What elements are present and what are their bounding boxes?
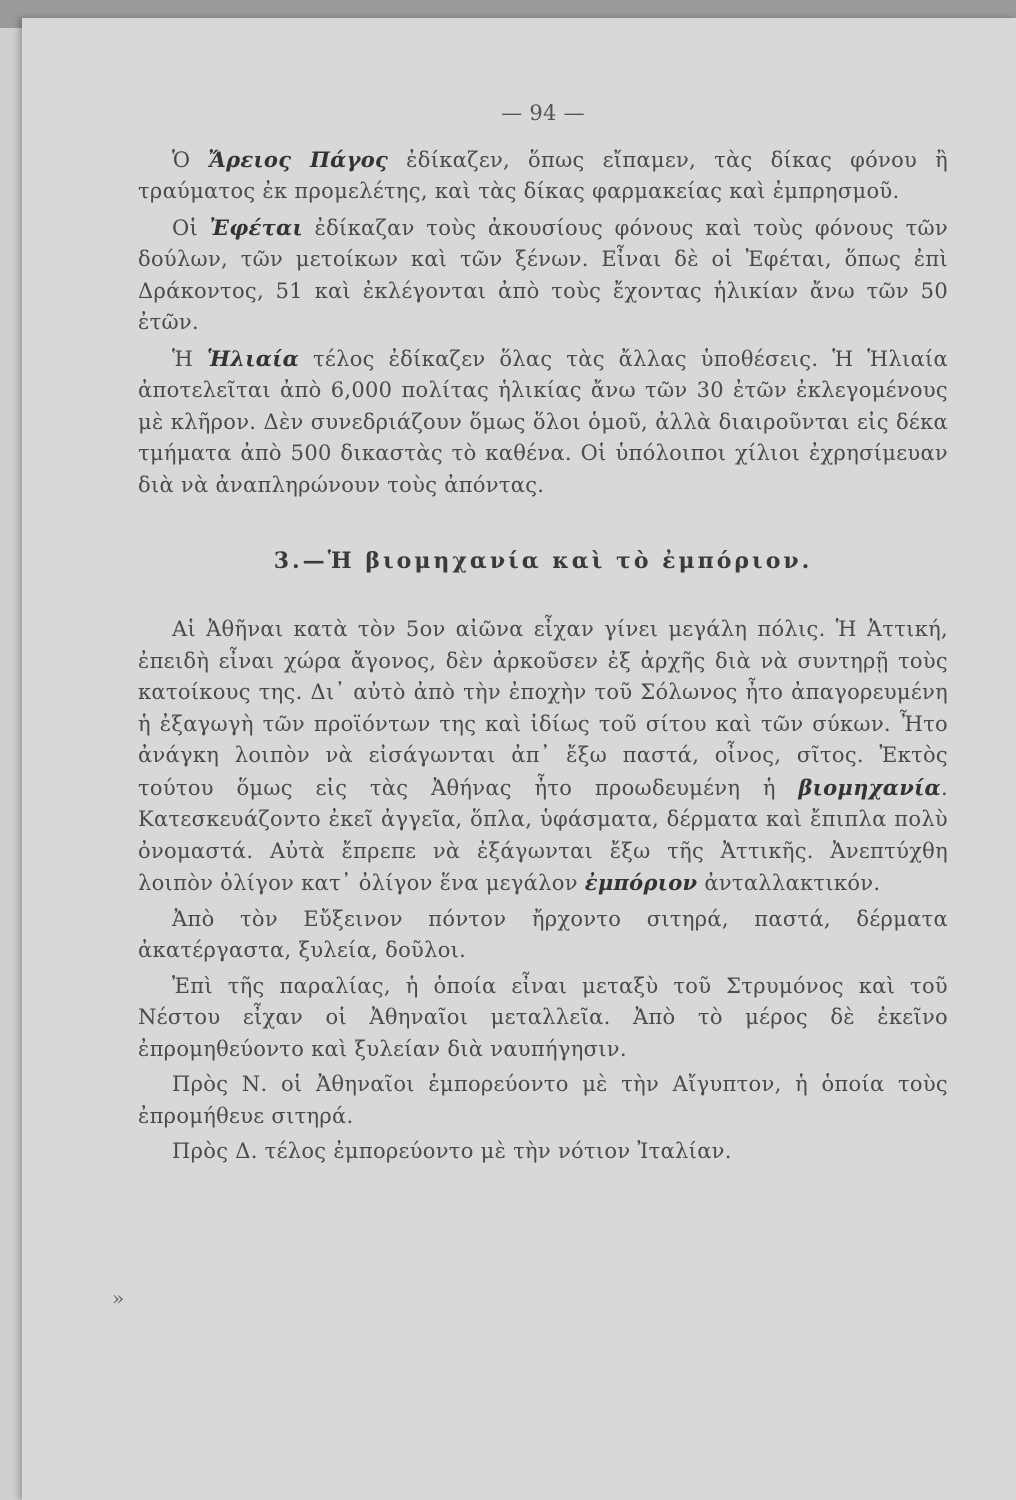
section-heading: 3.—Ἡ βιομηχανία καὶ τὸ ἐμπόριον. bbox=[273, 548, 813, 574]
book-page bbox=[22, 18, 1016, 1500]
term-industry: βιομηχανία bbox=[798, 774, 942, 800]
paragraph-heliaia: Ἡ Ἡλιαία τέλος ἐδίκαζεν ὅλας τὰς ἄλλας ὑποθέσεις. Ἡ Ἡλιαία ἀποτελεῖται ἀπὸ 6,000 πολίτας ἡλικίας ἄνω τῶν 30 ἐτῶν ἐκλεγομένους μὲ κλῆρον. Δὲν συνεδριάζουν ὅμως ὅλοι ὁμοῦ, ἀλλὰ διαιροῦνται εἰς δέκα τμήματα ἀπὸ 500 δικαστὰς τὸ καθένα. Οἱ ὑπόλοιποι χίλιοι ἐχρησίμευαν διὰ νὰ ἀναπληρώνουν τοὺς ἀπόντας. bbox=[138, 345, 948, 497]
paragraph-efetai: Οἱ Ἐφέται ἐδίκαζαν τοὺς ἀκουσίους φόνους καὶ τοὺς φόνους τῶν δούλων, τῶν μετοίκων καὶ τῶν ξένων. Εἶναι δὲ οἱ Ἐφέται, ὅπως ἐπὶ Δράκοντος, 51 καὶ ἐκλέγονται ἀπὸ τοὺς ἔχοντας ἡλικίαν ἄνω τῶν 50 ἐτῶν. bbox=[138, 214, 948, 334]
paragraph-euxeinos: Ἀπὸ τὸν Εὔξεινον πόντον ἤρχοντο σιτηρά, παστά, δέρματα ἀκατέργαστα, ξυλεία, δοῦλοι. bbox=[138, 906, 948, 962]
page-content bbox=[138, 98, 948, 1168]
page-number: — 94 — bbox=[501, 101, 585, 125]
margin-mark: » bbox=[112, 1286, 125, 1310]
paragraph-areios-pagos: Ὁ Ἄρειος Πάγος ἐδίκαζεν, ὅπως εἴπαμεν, τὰς δίκας φόνου ἢ τραύματος ἐκ προμελέτης, καὶ τὰς δίκας φαρμακείας καὶ ἐμπρησμοῦ. bbox=[138, 146, 948, 203]
term-areios-pagos: Ἄρειος Πάγος bbox=[208, 146, 389, 172]
paragraph-athens-industry: Αἱ Ἀθῆναι κατὰ τὸν 5ον αἰῶνα εἶχαν γίνει μεγάλη πόλις. Ἡ Ἀττική, ἐπειδὴ εἶναι χώρα ἄγονος, δὲν ἀρκοῦσεν ἐξ ἀρχῆς διὰ νὰ συντηρῇ τοὺς κατοίκους της. Δι᾽ αὐτὸ ἀπὸ τὴν ἐποχὴν τοῦ Σόλωνος ἦτο ἀπαγορευμένη ἡ ἐξαγωγὴ τῶν προϊόντων της καὶ ἰδίως τοῦ σίτου καὶ τῶν σύκων. Ἦτο ἀνάγκη λοιπὸν νὰ εἰσάγωνται ἀπ᾽ ἔξω παστά, οἶνος, σῖτος. Ἐκτὸς τούτου ὅμως εἰς τὰς Ἀθήνας ἦτο προωδευμένη ἡ βιομηχανία. Κατεσκευάζοντο ἐκεῖ ἀγγεῖα, ὅπλα, ὑφάσματα, δέρματα καὶ ἔπιπλα πολὺ ὀνομαστά. Αὐτὰ ἔπρεπε νὰ ἐξάγωνται ἔξω τῆς Ἀττικῆς. Ἀνεπτύχθη λοιπὸν ὀλίγον κατ᾽ ὀλίγον ἕνα μεγάλον ἐμπόριον ἀνταλλακτικόν. bbox=[138, 617, 948, 895]
term-efetai: Ἐφέται bbox=[209, 214, 303, 240]
paragraph-italy: Πρὸς Δ. τέλος ἐμπορεύοντο μὲ τὴν νότιον Ἰταλίαν. bbox=[172, 1139, 732, 1163]
term-heliaia: Ἡλιαία bbox=[207, 345, 300, 371]
paragraph-strymon: Ἐπὶ τῆς παραλίας, ἡ ὁποία εἶναι μεταξὺ τοῦ Στρυμόνος καὶ τοῦ Νέστου εἶχαν οἱ Ἀθηναῖοι μεταλλεῖα. Ἀπὸ τὸ μέρος δὲ ἐκεῖνο ἐπρομηθεύοντο καὶ ξυλείαν διὰ ναυπήγησιν. bbox=[138, 973, 948, 1061]
term-trade: ἐμπόριον bbox=[584, 870, 698, 895]
paragraph-egypt: Πρὸς Ν. οἱ Ἀθηναῖοι ἐμπορεύοντο μὲ τὴν Αἴγυπτον, ἡ ὁποία τοὺς ἐπρομήθευε σιτηρά. bbox=[138, 1072, 948, 1128]
